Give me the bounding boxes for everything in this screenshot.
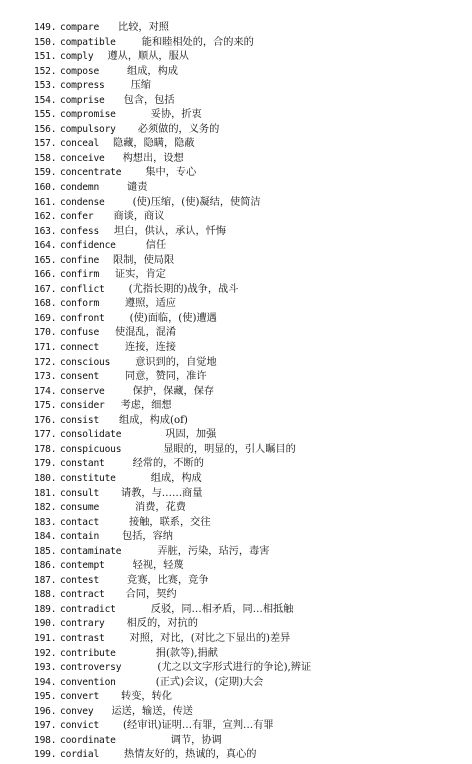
vocab-entry: [34, 457, 464, 472]
vocab-entry: [34, 399, 464, 414]
entry-number: 194.: [34, 676, 57, 688]
entry-number: 157.: [34, 138, 57, 150]
entry-definition: 谴责: [127, 182, 148, 194]
entry-word: confidence: [60, 240, 116, 252]
entry-number: 151.: [34, 51, 57, 63]
entry-word: consist: [60, 414, 100, 426]
entry-number: 196.: [34, 705, 57, 717]
entry-number: 158.: [34, 152, 57, 164]
vocab-entry: [34, 210, 464, 225]
entry-number: 154.: [34, 94, 57, 106]
entry-word: compose: [60, 65, 100, 77]
entry-word: confront: [60, 312, 105, 324]
entry-number: 190.: [34, 618, 57, 630]
entry-number: 186.: [34, 560, 57, 572]
entry-number: 156.: [34, 123, 57, 135]
entry-definition: 意识到的，自觉地: [135, 356, 217, 368]
entry-number: 155.: [34, 109, 57, 121]
entry-word: contract: [60, 589, 105, 601]
entry-definition: 竞赛，比赛，竞争: [127, 574, 209, 586]
entry-definition: 合同，契约: [125, 589, 177, 601]
vocab-entry: [34, 385, 464, 400]
entry-number: 149.: [34, 22, 57, 33]
entry-word: convict: [60, 720, 100, 732]
entry-word: contaminate: [60, 545, 122, 557]
vocab-entry: [34, 734, 464, 749]
entry-word: contradict: [60, 603, 116, 615]
entry-number: 171.: [34, 342, 57, 354]
entry-word: conscious: [60, 356, 111, 368]
entry-number: 167.: [34, 283, 57, 295]
entry-number: 159.: [34, 167, 57, 179]
entry-word: confirm: [60, 269, 100, 281]
entry-number: 180.: [34, 472, 57, 484]
entry-definition: 隐藏，隐瞒，隐蔽: [113, 138, 195, 150]
entry-number: 175.: [34, 400, 57, 412]
entry-definition: (尤指长期的)战争，战斗: [128, 283, 239, 295]
vocab-entry: [34, 94, 464, 109]
entry-number: 163.: [34, 225, 57, 237]
entry-definition: 使混乱，混淆: [115, 327, 177, 339]
entry-word: condense: [60, 196, 105, 208]
entry-number: 173.: [34, 371, 57, 383]
entry-definition: 转变，转化: [121, 691, 172, 703]
vocab-entry: [34, 152, 464, 167]
entry-definition: 反驳，同…相矛盾，同…相抵触: [150, 603, 294, 615]
entry-word: conceive: [60, 152, 105, 164]
entry-word: compatible: [60, 36, 116, 48]
entry-number: 181.: [34, 487, 57, 499]
entry-word: consolidate: [60, 429, 122, 441]
entry-definition: 保护，保藏，保存: [132, 385, 215, 397]
entry-number: 197.: [34, 720, 57, 732]
entry-word: compare: [60, 22, 100, 33]
entry-number: 192.: [34, 647, 57, 659]
entry-word: confess: [60, 225, 100, 237]
entry-number: 189.: [34, 603, 57, 615]
vocab-entry: [34, 21, 464, 36]
vocab-entry: [34, 603, 464, 618]
entry-definition: 妥协，折衷: [150, 109, 202, 121]
entry-number: 166.: [34, 269, 57, 281]
entry-definition: 比较，对照: [118, 22, 169, 33]
entry-definition: 连接，连接: [125, 342, 176, 354]
entry-definition: (尤之以文字形式进行的争论),辨证: [157, 662, 312, 674]
entry-number: 160.: [34, 182, 57, 194]
vocab-entry: [34, 297, 464, 312]
vocab-entry: [34, 472, 464, 487]
entry-number: 162.: [34, 211, 57, 223]
vocab-entry: [34, 166, 464, 181]
entry-definition: (使)压缩，(使)凝结，使简洁: [132, 196, 261, 208]
vocab-entry: [34, 239, 464, 254]
vocab-entry: [34, 748, 464, 763]
vocab-entry: [34, 181, 464, 196]
entry-word: consult: [60, 487, 100, 499]
vocab-entry: [34, 719, 464, 734]
entry-definition: 对照，对比，(对比之下显出的)差异: [129, 632, 291, 644]
entry-definition: 请教，与……商量: [121, 487, 203, 499]
entry-definition: 巩固，加强: [165, 429, 217, 441]
entry-definition: 调节，协调: [170, 734, 222, 746]
vocab-entry: [34, 341, 464, 356]
entry-definition: 经常的，不断的: [132, 458, 204, 470]
entry-word: controversy: [60, 662, 122, 674]
entry-number: 184.: [34, 531, 57, 543]
vocab-entry: [34, 312, 464, 327]
entry-definition: 考虑，细想: [120, 400, 172, 412]
vocab-entry: [34, 123, 464, 138]
entry-word: confine: [60, 254, 100, 266]
entry-definition: 坦白，供认，承认，忏悔: [114, 225, 227, 237]
entry-number: 176.: [34, 414, 57, 426]
entry-number: 150.: [34, 36, 57, 48]
entry-word: comply: [60, 51, 94, 63]
entry-definition: 必须做的，义务的: [137, 123, 220, 135]
vocab-entry: [34, 545, 464, 560]
vocab-entry: [34, 559, 464, 574]
vocab-entry: [34, 574, 464, 589]
entry-word: consume: [60, 502, 100, 514]
entry-definition: 热情友好的，热诚的，真心的: [124, 749, 257, 761]
entry-word: constitute: [60, 472, 116, 484]
entry-definition: 消费，花费: [135, 502, 186, 514]
entry-number: 153.: [34, 80, 57, 92]
entry-word: contrast: [60, 632, 105, 644]
vocab-entry: [34, 676, 464, 691]
entry-word: contempt: [60, 560, 105, 572]
entry-number: 165.: [34, 254, 57, 266]
entry-word: consider: [60, 400, 105, 412]
entry-definition: 商谈，商议: [113, 211, 165, 223]
entry-definition: 组成，构成(of): [119, 414, 188, 426]
vocab-entry: [34, 661, 464, 676]
vocab-entry: [34, 356, 464, 371]
entry-definition: 运送，输送，传送: [111, 705, 193, 717]
entry-number: 152.: [34, 65, 57, 77]
entry-number: 183.: [34, 516, 57, 528]
vocab-entry: [34, 326, 464, 341]
vocab-entry: [34, 516, 464, 531]
entry-word: compulsory: [60, 123, 116, 135]
entry-number: 179.: [34, 458, 57, 470]
entry-word: contact: [60, 516, 100, 528]
entry-definition: 限制，使局限: [113, 254, 175, 266]
vocab-entry: [34, 108, 464, 123]
entry-number: 198.: [34, 734, 57, 746]
entry-definition: 显眼的，明显的，引人瞩目的: [163, 443, 296, 455]
entry-word: constant: [60, 458, 105, 470]
vocab-entry: [34, 254, 464, 269]
entry-number: 164.: [34, 240, 57, 252]
entry-word: connect: [60, 342, 100, 354]
vocab-entry: [34, 65, 464, 80]
entry-number: 168.: [34, 298, 57, 310]
entry-word: compress: [60, 80, 105, 92]
entry-word: consent: [60, 371, 100, 383]
entry-definition: 接触，联系，交往: [129, 516, 211, 528]
entry-definition: 包括，容纳: [122, 531, 173, 543]
vocab-entry: [34, 487, 464, 502]
vocab-entry: [34, 36, 464, 51]
entry-definition: 构想出，设想: [122, 152, 184, 164]
vocab-entry: [34, 225, 464, 240]
entry-word: convey: [60, 705, 94, 717]
entry-word: confuse: [60, 327, 100, 339]
entry-number: 170.: [34, 327, 57, 339]
entry-number: 178.: [34, 443, 57, 455]
vocab-entry: [34, 268, 464, 283]
entry-definition: 集中，专心: [145, 167, 197, 179]
entry-word: condemn: [60, 182, 100, 194]
vocab-entry: [34, 370, 464, 385]
entry-word: confer: [60, 211, 94, 223]
entry-definition: 组成，构成: [150, 472, 202, 484]
vocab-entry: [34, 50, 464, 65]
entry-word: contest: [60, 574, 100, 586]
vocab-entry: [34, 79, 464, 94]
entry-number: 174.: [34, 385, 57, 397]
vocab-entry: [34, 443, 464, 458]
entry-word: conform: [60, 298, 100, 310]
entry-word: convention: [60, 676, 116, 688]
entry-definition: 同意，赞同，准许: [125, 371, 207, 383]
vocab-entry: [34, 414, 464, 429]
vocabulary-list: [34, 21, 464, 763]
entry-number: 185.: [34, 545, 57, 557]
entry-definition: 轻视，轻蔑: [132, 560, 184, 572]
entry-word: coordinate: [60, 734, 116, 746]
entry-word: conflict: [60, 283, 105, 295]
entry-definition: (正式)会议，(定期)大会: [155, 676, 264, 688]
entry-word: contribute: [60, 647, 116, 659]
entry-number: 177.: [34, 429, 57, 441]
entry-number: 199.: [34, 749, 57, 761]
entry-word: concentrate: [60, 167, 122, 179]
entry-definition: 弄脏，污染，玷污，毒害: [157, 545, 270, 557]
entry-definition: 信任: [145, 240, 167, 252]
vocab-entry: [34, 196, 464, 211]
entry-number: 193.: [34, 662, 57, 674]
vocab-entry: [34, 137, 464, 152]
vocab-entry: [34, 632, 464, 647]
entry-definition: 证实，肯定: [115, 269, 166, 281]
entry-definition: 压缩: [130, 80, 151, 92]
entry-word: cordial: [60, 749, 100, 761]
entry-word: contain: [60, 531, 100, 543]
entry-number: 169.: [34, 312, 57, 324]
vocab-entry: [34, 705, 464, 720]
entry-definition: 捐(款等),捐献: [155, 647, 218, 659]
entry-word: contrary: [60, 618, 105, 630]
vocab-entry: [34, 617, 464, 632]
entry-definition: 遵照，适应: [125, 298, 176, 310]
vocab-entry: [34, 530, 464, 545]
entry-word: conspicuous: [60, 443, 122, 455]
entry-number: 172.: [34, 356, 57, 368]
entry-definition: 组成，构成: [127, 65, 178, 77]
entry-number: 188.: [34, 589, 57, 601]
vocab-entry: [34, 501, 464, 516]
vocab-entry: [34, 283, 464, 298]
entry-word: comprise: [60, 94, 105, 106]
entry-definition: 相反的，对抗的: [126, 618, 198, 630]
entry-definition: 包含，包括: [123, 94, 175, 106]
entry-number: 161.: [34, 196, 57, 208]
entry-word: convert: [60, 691, 100, 703]
entry-definition: 能和睦相处的，合的来的: [141, 36, 254, 48]
vocab-entry: [34, 647, 464, 662]
entry-number: 191.: [34, 632, 57, 644]
entry-word: conserve: [60, 385, 105, 397]
entry-number: 182.: [34, 502, 57, 514]
entry-word: compromise: [60, 109, 116, 121]
vocab-entry: [34, 690, 464, 705]
entry-word: conceal: [60, 138, 100, 150]
vocab-entry: [34, 428, 464, 443]
entry-definition: (经审讯)证明…有罪，宣判…有罪: [123, 720, 274, 732]
entry-number: 195.: [34, 691, 57, 703]
entry-definition: 遵从，顺从，服从: [107, 51, 189, 63]
entry-definition: (使)面临，(使)遭遇: [129, 312, 217, 324]
entry-number: 187.: [34, 574, 57, 586]
vocab-entry: [34, 588, 464, 603]
